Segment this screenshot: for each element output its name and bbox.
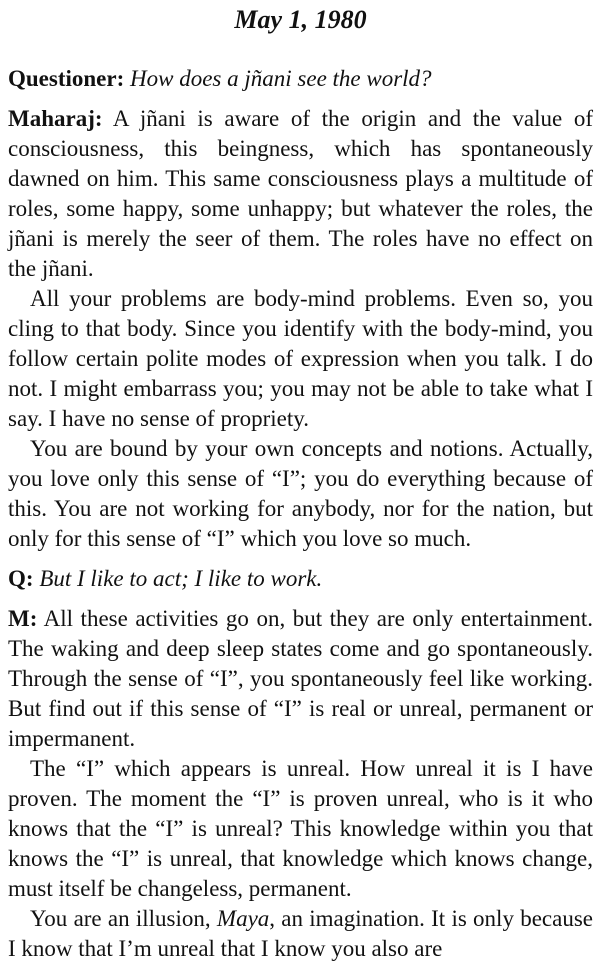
question-1-text: How does a jñani see the world?: [130, 66, 432, 91]
question-2: [8, 564, 593, 594]
answer-1-paragraph-3: You are bound by your own concepts and notions. Actually, you love only this sense of “I”; you do everything because of this. You are not working for anybody, nor for the nation, but only for this sense of “I” which you love so much.: [8, 436, 593, 551]
speaker-m: M:: [8, 606, 38, 631]
answer-2-text: All these activities go on, but they are only entertainment. The waking and deep sleep states come and go spontaneously. Through the sense of “I”, you spontaneously feel like working. But find out if this sense of “I” is real or unreal, permanent or impermanent.: [8, 606, 593, 751]
answer-1: [8, 104, 593, 284]
answer-2-paragraph-3-before: You are an illusion,: [30, 906, 217, 931]
speaker-maharaj: Maharaj:: [8, 106, 103, 131]
answer-1-paragraph-2: All your problems are body-mind problems. Even so, you cling to that body. Since you identify with the body-mind, you follow certain polite modes of expression when you talk. I do not. I might embarrass you; you may not be able to take what I say. I have no sense of propriety.: [8, 286, 593, 431]
speaker-q: Q:: [8, 566, 34, 591]
book-page: [8, 0, 593, 961]
question-2-text: But I like to act; I like to work.: [39, 566, 323, 591]
answer-2: [8, 604, 593, 754]
page-date-heading: May 1, 1980: [234, 5, 367, 34]
speaker-questioner: Questioner:: [8, 66, 125, 91]
answer-2-paragraph-3: [8, 904, 593, 962]
answer-1-text: A jñani is aware of the origin and the value of consciousness, this beingness, which has spontaneously dawned on him. This same consciousness plays a multitude of roles, some happy, some unhappy; but whatever the roles, the jñani is merely the seer of them. The roles have no effect on the jñani.: [8, 106, 593, 281]
answer-2-paragraph-2: The “I” which appears is unreal. How unreal it is I have proven. The moment the “I” is proven unreal, who is it who knows that the “I” is unreal? This knowledge within you that knows the “I” is unreal, that knowledge which knows change, must itself be changeless, permanent.: [8, 756, 593, 901]
question-1: [8, 64, 593, 94]
maya-term: Maya: [216, 906, 270, 931]
answer-2-paragraph-3-after: , an imagination. It is only because I know that I’m unreal that I know you also are: [8, 906, 593, 961]
